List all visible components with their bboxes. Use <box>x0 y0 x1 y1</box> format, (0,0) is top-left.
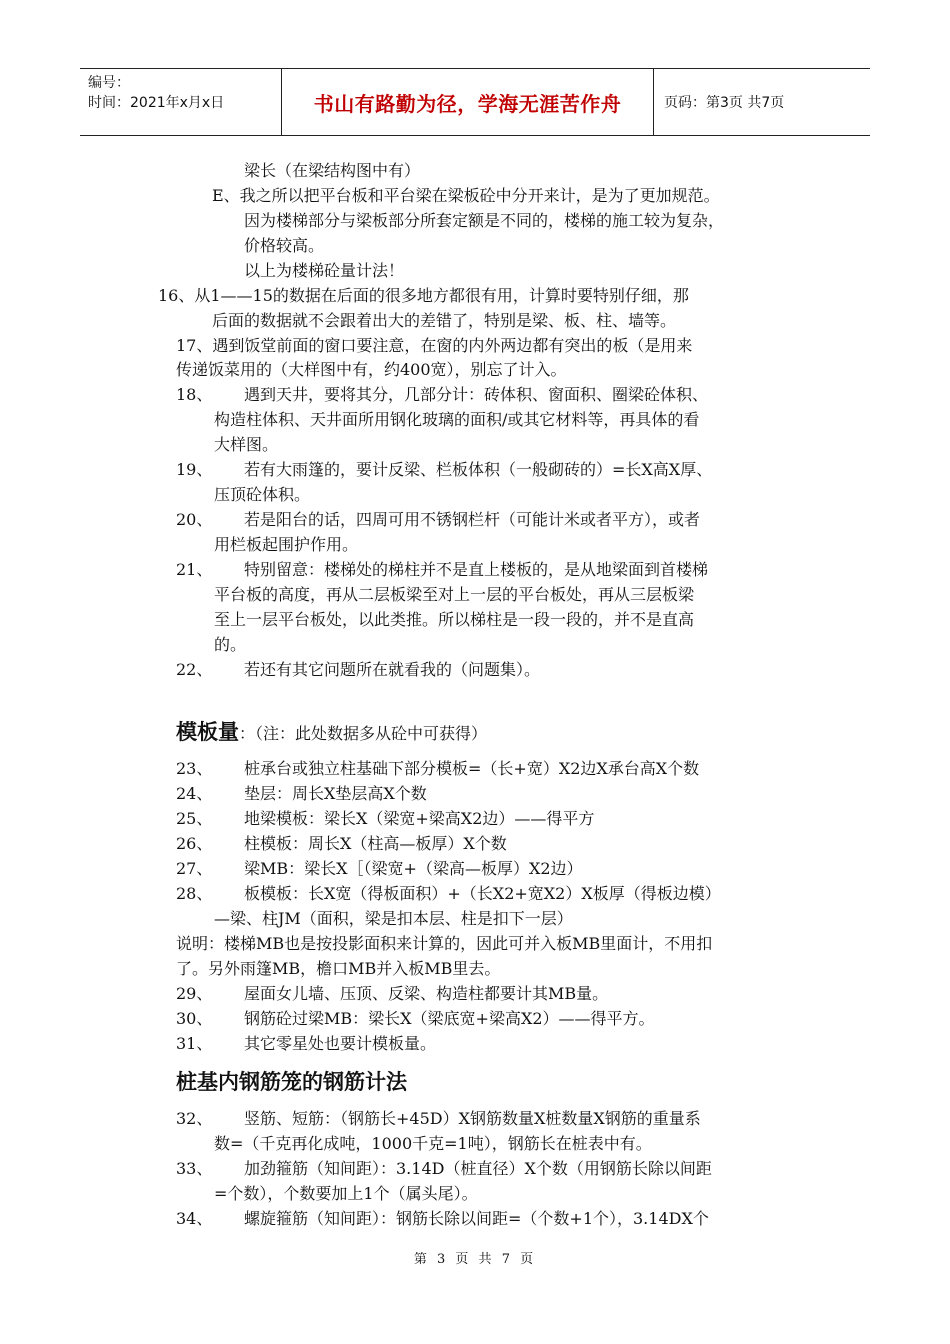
item-number: 34、 <box>176 1209 213 1228</box>
section-title: 模板量 <box>176 720 239 744</box>
item-text: 若还有其它问题所在就看我的（问题集）。 <box>244 660 541 679</box>
item-number: 26、 <box>176 834 213 853</box>
section-title: 桩基内钢筋笼的钢筋计法 <box>176 1070 407 1094</box>
item-text: 数=（千克再化成吨，1000千克=1吨），钢筋长在桩表中有。 <box>214 1134 652 1153</box>
item-number: 20、 <box>176 510 213 529</box>
item-text: 构造柱体积、天井面所用钢化玻璃的面积/或其它材料等，再具体的看 <box>214 410 700 429</box>
section-heading <box>176 1069 407 1095</box>
item-text: —梁、柱JM（面积，梁是扣本层、柱是扣下一层） <box>214 909 573 928</box>
item-text: 用栏板起围护作用。 <box>214 535 359 554</box>
text-line: 以上为楼梯砼量计法！ <box>244 261 405 280</box>
item-text: 桩承台或独立柱基础下部分模板=（长+宽）X2边X承台高X个数 <box>244 759 700 778</box>
item-number: 21、 <box>176 560 213 579</box>
item-text: 板模板：长X宽（得板面积）+（长X2+宽X2）X板厚（得板边模） <box>244 884 721 903</box>
item-number: 28、 <box>176 884 213 903</box>
item-number: 31、 <box>176 1034 213 1053</box>
note-line: 了。另外雨篷MB，檐口MB并入板MB里去。 <box>176 959 501 978</box>
item-number: 25、 <box>176 809 213 828</box>
text-line: 17、遇到饭堂前面的窗口要注意，在窗的内外两边都有突出的板（是用来 <box>176 336 693 355</box>
item-number: 33、 <box>176 1159 213 1178</box>
item-text: 竖筋、短筋：（钢筋长+45D）X钢筋数量X桩数量X钢筋的重量系 <box>244 1109 701 1128</box>
item-text: 屋面女儿墙、压顶、反梁、构造柱都要计其MB量。 <box>244 984 609 1003</box>
text-line: 16、从1——15的数据在后面的很多地方都很有用，计算时要特别仔细，那 <box>158 286 689 305</box>
header-motto: 书山有路勤为径，学海无涯苦作舟 <box>282 69 654 135</box>
item-text: 钢筋砼过梁MB：梁长X（梁底宽+梁高X2）——得平方。 <box>244 1009 655 1028</box>
item-text: =个数），个数要加上1个（属头尾）。 <box>214 1184 478 1203</box>
item-number: 32、 <box>176 1109 213 1128</box>
text-line: 因为楼梯部分与梁板部分所套定额是不同的，楼梯的施工较为复杂， <box>244 211 725 230</box>
header-page-number: 页码：第3页 共7页 <box>664 95 785 111</box>
item-number: 19、 <box>176 460 213 479</box>
item-text: 加劲箍筋（知间距）：3.14D（桩直径）X个数（用钢筋长除以间距 <box>244 1159 712 1178</box>
item-number: 24、 <box>176 784 213 803</box>
text-line: 价格较高。 <box>244 236 325 255</box>
item-number: 29、 <box>176 984 213 1003</box>
item-text: 梁MB：梁长X［（梁宽+（梁高—板厚）X2边） <box>244 859 583 878</box>
item-text: 螺旋箍筋（知间距）：钢筋长除以间距=（个数+1个），3.14DX个 <box>244 1209 709 1228</box>
item-text: 平台板的高度，再从二层板梁至对上一层的平台板处，再从三层板梁 <box>214 585 695 604</box>
text-line: 梁长（在梁结构图中有） <box>244 161 421 180</box>
section-note: ：（注：此处数据多从砼中可获得） <box>239 724 488 743</box>
item-text: 若有大雨篷的，要计反梁、栏板体积（一般砌砖的）=长X高X厚、 <box>244 460 713 479</box>
text-line: E、我之所以把平台板和平台梁在梁板砼中分开来计，是为了更加规范。 <box>212 186 720 205</box>
page-header <box>80 68 870 136</box>
item-text: 压顶砼体积。 <box>214 485 311 504</box>
item-text: 若是阳台的话，四周可用不锈钢栏杆（可能计米或者平方），或者 <box>244 510 701 529</box>
item-text: 的。 <box>214 635 247 654</box>
item-text: 地梁模板：梁长X（梁宽+梁高X2边）——得平方 <box>244 809 595 828</box>
date-label: 时间：2021年x月x日 <box>88 95 225 111</box>
item-text: 特别留意：楼梯处的梯柱并不是直上楼板的，是从地梁面到首楼梯 <box>244 560 709 579</box>
section-heading <box>176 719 487 747</box>
item-number: 18、 <box>176 385 213 404</box>
item-number: 27、 <box>176 859 213 878</box>
note-line: 说明：楼梯MB也是按投影面积来计算的，因此可并入板MB里面计，不用扣 <box>176 934 713 953</box>
item-number: 22、 <box>176 660 213 679</box>
item-text: 至上一层平台板处，以此类推。所以梯柱是一段一段的，并不是直高 <box>214 610 695 629</box>
item-text: 柱模板：周长X（柱高—板厚）X个数 <box>244 834 507 853</box>
text-line: 后面的数据就不会跟着出大的差错了，特别是梁、板、柱、墙等。 <box>212 311 677 330</box>
header-meta <box>80 69 282 135</box>
item-number: 30、 <box>176 1009 213 1028</box>
text-line: 传递饭菜用的（大样图中有，约400宽），别忘了计入。 <box>176 360 567 379</box>
item-text: 其它零星处也要计模板量。 <box>244 1034 437 1053</box>
item-text: 大样图。 <box>214 435 279 454</box>
item-number: 23、 <box>176 759 213 778</box>
number-label: 编号： <box>88 75 130 91</box>
page-footer: 第 3 页 共 7 页 <box>413 1252 537 1267</box>
item-text: 垫层：周长X垫层高X个数 <box>244 784 427 803</box>
item-text: 遇到天井，要将其分，几部分计：砖体积、窗面积、圈梁砼体积、 <box>244 385 709 404</box>
